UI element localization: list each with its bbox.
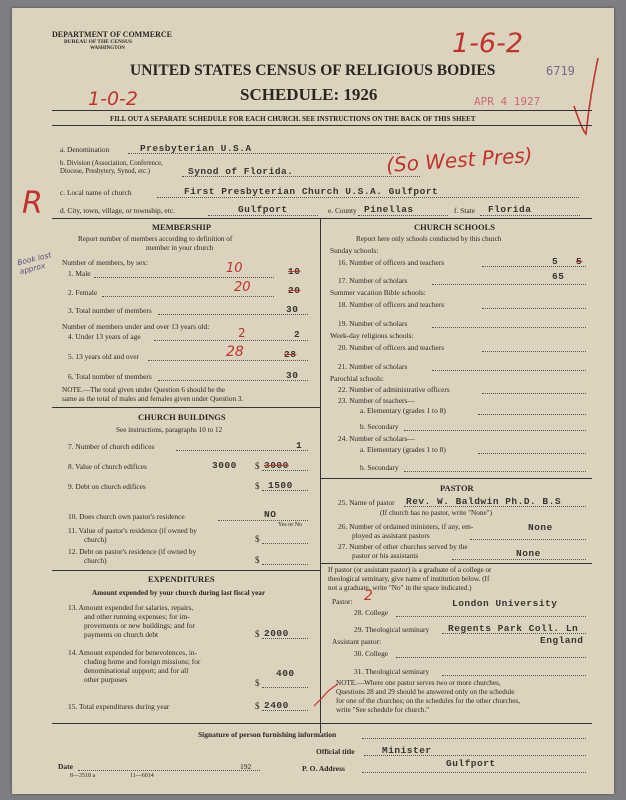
instructions-line: FILL OUT A SEPARATE SCHEDULE FOR EACH CHURCH. SEE INSTRUCTIONS ON THE BACK OF THIS SHEET [110, 115, 476, 123]
form-subtitle: SCHEDULE: 1926 [240, 85, 378, 104]
q27-label: 27. Number of other churches served by the [338, 542, 468, 551]
q14-label-3: denominational support; and for all [84, 666, 189, 675]
buildings-sub: See instructions, paragraphs 10 to 12 [116, 426, 223, 434]
expenditures-sub: Amount expended by your church during last fiscal year [92, 589, 266, 597]
q1-label: 1. Male [68, 269, 91, 278]
form-title: UNITED STATES CENSUS OF RELIGIOUS BODIES [130, 62, 496, 79]
pastor-heading: PASTOR [440, 483, 474, 493]
q18-label: 18. Number of officers and teachers [338, 300, 445, 309]
field-b-value: Synod of Florida. [188, 166, 294, 177]
q5-label: 5. 13 years old and over [68, 352, 140, 361]
pastor-intro-2: theological seminary, give name of institution below. (If [328, 575, 490, 583]
q23-label: 23. Number of teachers— [338, 396, 415, 405]
pastor-intro-3: not a graduate, write "No" in the space indicated.) [328, 584, 472, 592]
q8-value: 3000 [212, 460, 237, 471]
field-c-value: First Presbyterian Church U.S.A. Gulfport [184, 186, 439, 197]
q14-label-2: cluding home and foreign missions; for [84, 657, 201, 666]
q6-label: 6. Total number of members [68, 372, 152, 381]
q23a-label: a. Elementary (grades 1 to 8) [360, 406, 446, 415]
q19-label: 19. Number of scholars [338, 319, 408, 328]
hand-code-top: 1-6-2 [452, 28, 524, 59]
q24b-label: b. Secondary [360, 463, 399, 472]
hand-code-left: 1-0-2 [88, 88, 138, 110]
q9-value: 1500 [268, 480, 293, 491]
pastor-label: Pastor: [332, 597, 353, 606]
red-check-mark [572, 56, 602, 136]
q2-label: 2. Female [68, 288, 98, 297]
bureau-name: BUREAU OF THE CENSUS [64, 39, 133, 45]
form-number: 8—3518 a [70, 773, 96, 779]
q13-dollar: $ [255, 629, 260, 639]
official-title-value: Minister [382, 745, 432, 756]
q12-label-2: church) [84, 556, 107, 565]
po-address-value: Gulfport [446, 758, 496, 769]
q23b-label: b. Secondary [360, 422, 399, 431]
q6-value: 30 [286, 370, 299, 381]
q11-label-2: church) [84, 535, 107, 544]
hand-margin-note: Book lost approx [16, 250, 53, 277]
dept-name: DEPARTMENT OF COMMERCE [52, 30, 173, 39]
po-address-label: P. O. Address [302, 764, 345, 773]
q7-value: 1 [296, 440, 303, 451]
q24-label: 24. Number of scholars— [338, 434, 415, 443]
q13-label-2: and other running expenses; for im- [84, 612, 190, 621]
field-d-value: Gulfport [238, 204, 288, 215]
q26-label: 26. Number of ordained ministers, if any, em- [338, 522, 474, 531]
summer-label: Summer vacation Bible schools: [330, 288, 426, 297]
q20-label: 20. Number of officers and teachers [338, 343, 445, 352]
membership-note-2: member in your church [146, 244, 214, 252]
q28-value: London University [452, 598, 558, 609]
q31-label: 31. Theological seminary [354, 667, 430, 676]
pastor-note-2: Questions 28 and 29 should be answered only on the schedule [336, 688, 515, 696]
q25-label: 25. Name of pastor [338, 498, 395, 507]
q15-label: 15. Total expenditures during year [68, 702, 170, 711]
q2-hand: 20 [234, 280, 251, 295]
pastor-hand: 2 [364, 588, 373, 604]
q14-value: 400 [276, 668, 295, 679]
q9-dollar: $ [255, 481, 260, 491]
q14-label: 14. Amount expended for benevolences, in- [68, 648, 198, 657]
sunday-label: Sunday schools: [330, 246, 379, 255]
buildings-heading: CHURCH BUILDINGS [138, 412, 226, 422]
q16-struck: 5 [576, 256, 583, 267]
q16-value: 5 [552, 256, 559, 267]
pastor-note-4: write "See schedule for church." [336, 706, 430, 714]
q9-label: 9. Debt on church edifices [68, 482, 146, 491]
q27-label-2: pastor or his assistants [352, 551, 419, 560]
q26-value: None [528, 522, 553, 533]
stamp-date: APR 4 1927 [474, 95, 541, 108]
q8-label: 8. Value of church edifices [68, 462, 147, 471]
q1-value: 10 [288, 266, 301, 277]
weekday-label: Week-day religious schools: [330, 331, 414, 340]
schools-heading: CHURCH SCHOOLS [414, 222, 495, 232]
q11-label: 11. Value of pastor's residence (if owned by [68, 526, 197, 535]
membership-footnote-2: same as the total of males and females given under Question 3. [62, 395, 244, 403]
pastor-note: NOTE.—Where one pastor serves two or more churches, [336, 679, 501, 687]
q17-value: 65 [552, 271, 565, 282]
expenditures-heading: EXPENDITURES [148, 574, 215, 584]
q21-label: 21. Number of scholars [338, 362, 408, 371]
q5-value: 28 [284, 349, 297, 360]
q27-value: None [516, 548, 541, 559]
membership-footnote: NOTE.—The total given under Question 6 should be the [62, 386, 226, 394]
q7-label: 7. Number of church edifices [68, 442, 155, 451]
date-label: Date [58, 762, 73, 771]
membership-note: Report number of members according to definition of [78, 235, 233, 243]
q28-label: 28. College [354, 608, 389, 617]
q24a-label: a. Elementary (grades 1 to 8) [360, 445, 446, 454]
q29-value-2: England [540, 635, 584, 646]
official-title-label: Official title [316, 747, 355, 756]
q1-hand: 10 [226, 261, 243, 276]
schools-sub: Report here only schools conducted by this church [356, 235, 502, 243]
q29-value: Regents Park Coll. Ln [448, 623, 579, 634]
field-f-label: f. State [454, 206, 475, 215]
age-label: Number of members under and over 13 years old: [62, 322, 210, 331]
q14-dollar: $ [255, 678, 260, 688]
field-a-label: a. Denomination [60, 145, 110, 154]
q4-hand: 2 [238, 326, 246, 340]
q8-struck: 3000 [264, 460, 289, 471]
field-f-value: Florida [488, 204, 532, 215]
q10-label: 10. Does church own pastor's residence [68, 512, 185, 521]
membership-heading: MEMBERSHIP [152, 222, 212, 232]
census-form [12, 8, 614, 794]
field-d-label: d. City, town, village, or township, etc. [60, 206, 175, 215]
q3-label: 3. Total number of members [68, 306, 152, 315]
q22-label: 22. Number of administrative officers [338, 385, 450, 394]
q4-value: 2 [294, 329, 301, 340]
q17-label: 17. Number of scholars [338, 276, 408, 285]
q30-label: 30. College [354, 649, 389, 658]
q13-label-3: provements or new buildings; and for [84, 621, 196, 630]
q10-value: NO [264, 509, 277, 520]
assistant-label: Assistant pastor: [332, 637, 382, 646]
form-number-2: 11—6014 [130, 773, 154, 779]
q3-value: 30 [286, 304, 299, 315]
q25-hint: (If church has no pastor, write "None") [380, 509, 492, 517]
q11-dollar: $ [255, 534, 260, 544]
field-a-value: Presbyterian U.S.A [140, 143, 252, 154]
q29-label: 29. Theological seminary [354, 625, 430, 634]
field-e-label: e. County [328, 206, 357, 215]
q10-hint: Yes or No [278, 522, 303, 528]
q12-label: 12. Debt on pastor's residence (if owned by [68, 547, 197, 556]
q26-label-2: ployed as assistant pastors [352, 531, 430, 540]
city-name: WASHINGTON [90, 46, 125, 51]
date-year: 192 [240, 762, 252, 771]
q14-label-4: other purposes [84, 675, 128, 684]
field-e-value: Pinellas [364, 204, 414, 215]
q15-value: 2400 [264, 700, 289, 711]
field-b-label: b. Division (Association, Conference, Diocese, Presbytery, Synod, etc.) [60, 160, 163, 175]
q8-dollar: $ [255, 461, 260, 471]
hand-r-mark: R [22, 186, 43, 221]
q4-label: 4. Under 13 years of age [68, 332, 141, 341]
signature-label: Signature of person furnishing information [198, 730, 337, 739]
pastor-note-3: for one of the churches; on the schedules for the other churches, [336, 697, 521, 705]
stamp-number: 6719 [546, 64, 575, 78]
q13-value: 2000 [264, 628, 289, 639]
q2-value: 20 [288, 285, 301, 296]
q12-dollar: $ [255, 555, 260, 565]
q13-label: 13. Amount expended for salaries, repairs, [68, 603, 194, 612]
sex-label: Number of members, by sex: [62, 258, 148, 267]
hand-division-note: (So West Pres) [385, 142, 534, 178]
pastor-intro: If pastor (or assistant pastor) is a graduate of a college or [328, 566, 492, 574]
q25-value: Rev. W. Baldwin Ph.D. B.S [406, 496, 562, 507]
q13-label-4: payments on church debt [84, 630, 159, 639]
q5-hand: 28 [226, 344, 244, 360]
field-c-label: c. Local name of church [60, 188, 132, 197]
q16-label: 16. Number of officers and teachers [338, 258, 445, 267]
parochial-label: Parochial schools: [330, 374, 384, 383]
q15-dollar: $ [255, 701, 260, 711]
